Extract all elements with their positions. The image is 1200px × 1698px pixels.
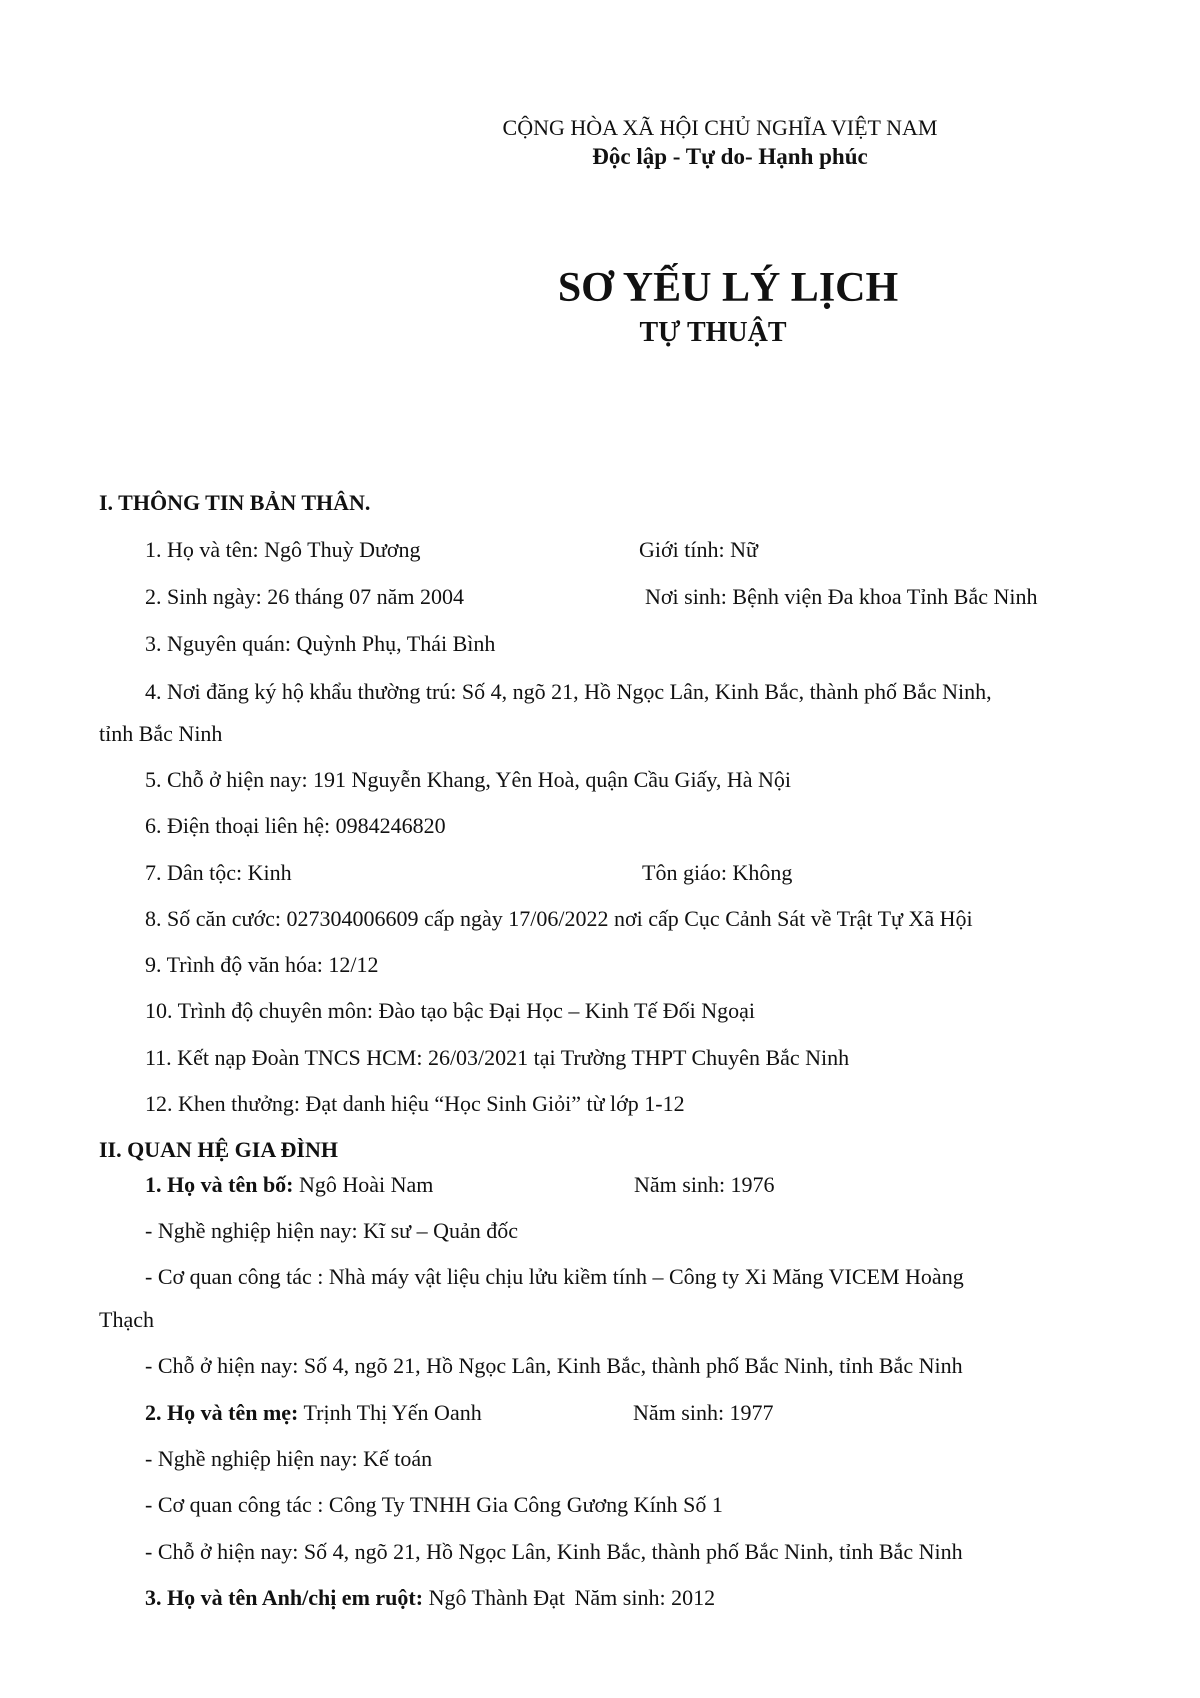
field-awards: 12. Khen thưởng: Đạt danh hiệu “Học Sinh Giỏi” từ lớp 1-12	[145, 1091, 685, 1116]
field-current-address: 5. Chỗ ở hiện nay: 191 Nguyễn Khang, Yên Hoà, quận Cầu Giấy, Hà Nội	[145, 767, 792, 792]
field-ethnicity: 7. Dân tộc: Kinh	[145, 860, 292, 885]
field-education: 9. Trình độ văn hóa: 12/12	[145, 952, 379, 977]
father-name-row	[145, 1172, 433, 1198]
field-youth-union: 11. Kết nạp Đoàn TNCS HCM: 26/03/2021 tại Trường THPT Chuyên Bắc Ninh	[145, 1045, 850, 1070]
sibling-birth-year: Năm sinh: 2012	[574, 1585, 716, 1610]
document-subtitle: TỰ THUẬT	[639, 317, 787, 348]
mother-occupation: - Nghề nghiệp hiện nay: Kế toán	[145, 1446, 433, 1471]
mother-address: - Chỗ ở hiện nay: Số 4, ngõ 21, Hồ Ngọc Lân, Kinh Bắc, thành phố Bắc Ninh, tỉnh Bắc Ninh	[145, 1539, 963, 1564]
field-birth-place: Nơi sinh: Bệnh viện Đa khoa Tỉnh Bắc Ninh	[645, 584, 1038, 609]
field-religion: Tôn giáo: Không	[642, 860, 793, 885]
field-permanent-address-cont: tỉnh Bắc Ninh	[99, 721, 223, 746]
sibling-label: 3. Họ và tên Anh/chị em ruột:	[145, 1585, 424, 1610]
mother-birth-year: Năm sinh: 1977	[633, 1400, 774, 1425]
father-birth-year: Năm sinh: 1976	[634, 1172, 775, 1197]
father-occupation: - Nghề nghiệp hiện nay: Kĩ sư – Quản đốc	[145, 1218, 519, 1243]
father-name: Ngô Hoài Nam	[299, 1172, 434, 1197]
mother-name: Trịnh Thị Yến Oanh	[303, 1400, 482, 1425]
field-hometown: 3. Nguyên quán: Quỳnh Phụ, Thái Bình	[145, 631, 496, 656]
document-title: SƠ YẾU LÝ LỊCH	[557, 265, 899, 311]
motto-header: Độc lập - Tự do- Hạnh phúc	[592, 144, 868, 169]
mother-name-row	[145, 1400, 482, 1426]
nation-header: CỘNG HÒA XÃ HỘI CHỦ NGHĨA VIỆT NAM	[502, 115, 938, 140]
field-permanent-address: 4. Nơi đăng ký hộ khẩu thường trú: Số 4, ngõ 21, Hồ Ngọc Lân, Kinh Bắc, thành phố Bắc Ninh,	[145, 679, 992, 704]
section2-heading: II. QUAN HỆ GIA ĐÌNH	[99, 1137, 338, 1162]
father-address: - Chỗ ở hiện nay: Số 4, ngõ 21, Hồ Ngọc Lân, Kinh Bắc, thành phố Bắc Ninh, tỉnh Bắc Ninh	[145, 1353, 963, 1378]
field-id-card: 8. Số căn cước: 027304006609 cấp ngày 17/06/2022 nơi cấp Cục Cảnh Sát về Trật Tự Xã Hội	[145, 906, 973, 931]
father-workplace: - Cơ quan công tác : Nhà máy vật liệu chịu lửu kiềm tính – Công ty Xi Măng VICEM Hoàng	[145, 1264, 964, 1289]
mother-label: 2. Họ và tên mẹ:	[145, 1400, 299, 1425]
field-birth-date: 2. Sinh ngày: 26 tháng 07 năm 2004	[145, 584, 464, 609]
section1-heading: I. THÔNG TIN BẢN THÂN.	[99, 490, 371, 515]
field-professional: 10. Trình độ chuyên môn: Đào tạo bậc Đại Học – Kinh Tế Đối Ngoại	[145, 998, 756, 1023]
field-phone: 6. Điện thoại liên hệ: 0984246820	[145, 813, 446, 838]
sibling-name: Ngô Thành Đạt	[428, 1585, 566, 1610]
sibling-name-row	[145, 1585, 715, 1611]
father-label: 1. Họ và tên bố:	[145, 1172, 294, 1197]
mother-workplace: - Cơ quan công tác : Công Ty TNHH Gia Công Gương Kính Số 1	[145, 1492, 723, 1517]
field-gender: Giới tính: Nữ	[639, 537, 758, 562]
field-full-name: 1. Họ và tên: Ngô Thuỳ Dương	[145, 537, 421, 562]
father-workplace-cont: Thạch	[99, 1307, 154, 1332]
